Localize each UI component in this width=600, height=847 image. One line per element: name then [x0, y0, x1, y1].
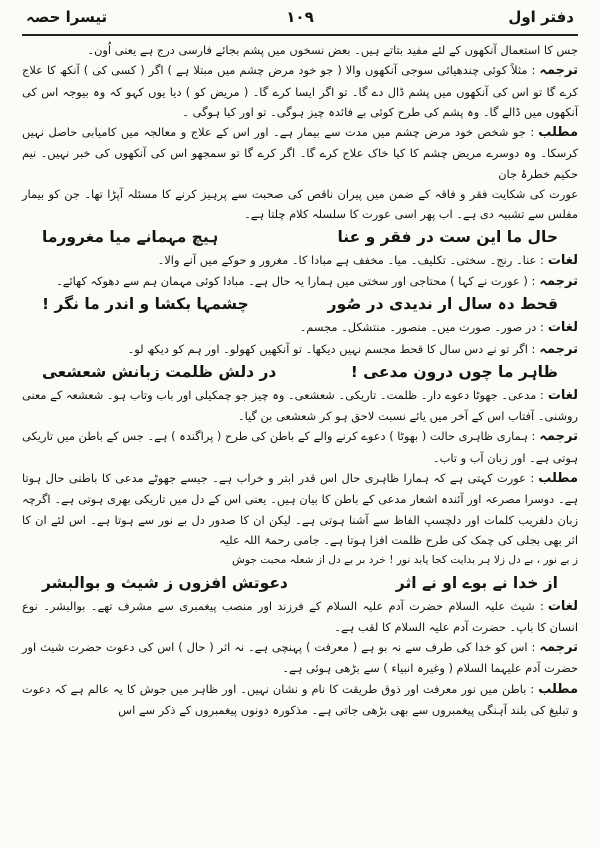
- section-label: ترجمہ: [539, 63, 578, 79]
- paragraph: [22, 637, 578, 679]
- section-label: لغات: [547, 320, 578, 336]
- section-label: ترجمہ: [539, 273, 578, 289]
- section-label: لغات: [547, 387, 578, 403]
- section-label: لغات: [547, 252, 578, 268]
- verse-second-hemistich: چشمہا بکشا و اندر ما نگر !: [42, 295, 249, 314]
- paragraph-text: : شیث علیہ السلام حضرت آدم علیہ السلام کے فرزند اور منصب پیغمبری سے مشرف تھے۔ بوالبشر۔ نوع انسان کا باپ۔ حضرت آدم علیہ السلام کا لقب ہے۔: [22, 598, 578, 634]
- verse-couplet: [22, 292, 578, 317]
- paragraph: [22, 550, 578, 570]
- header-rule: [22, 34, 578, 36]
- verse-second-hemistich: ہیچ مہمانے میا مغرورما: [42, 227, 219, 246]
- page-header: [22, 6, 578, 32]
- paragraph-text: : باطن میں نور معرفت اور ذوق طریقت کا نام و نشان نہیں۔ اور ظاہر میں جوش کا یہ عالم ہے کہ دعوت و تبلیغ کی بلند آہنگی پیغمبروں سے بھی بڑھی جاتی ہے۔ مذکورہ دونوں پیغمبروں کے ذکر سے اس: [22, 681, 578, 718]
- paragraph: [22, 122, 578, 184]
- paragraph: [22, 468, 578, 550]
- paragraph-text: : جو شخص خود مرض چشم میں مدت سے بیمار ہے۔ اور اس کے علاج و معالجہ میں کامیابی حاصل نہیں کرسکا۔ وہ دوسرے مریض چشم کا کیا خاک علاج کرے گا۔ اگر کرے گا تو سمجھو اس کی آنکھوں کی خبر نہیں۔ نیم حکیم خطرۂ جان: [22, 125, 578, 181]
- paragraph-text: : ہماری ظاہری حالت ( بھوٹا ) دعوے کرنے والے کے باطن کی طرح ( پراگندہ ) ہے۔ جس کے باطن میں تاریکی ہوتی ہے۔ اور زبان آب و تاب۔: [22, 429, 578, 465]
- paragraph-text: جس کا استعمال آنکھوں کے لئے مفید بتاتے ہیں۔ بعض نسخوں میں پشم بجائے فارسی درج ہے یعنی اُون۔: [87, 43, 578, 57]
- verse-second-hemistich: در دلش ظلمت زبانش شعشعی: [42, 362, 277, 381]
- paragraph-text: : مدعی۔ جھوٹا دعوے دار۔ ظلمت۔ تاریکی۔ شعشعی۔ وہ چیز جو چمکیلی اور باب وتاب ہو۔ شعشعہ کے معنی روشنی۔ آفتاب اس کے آخر میں یائے نسبت لاحق ہو کر شعشعی بن گیا۔: [22, 387, 578, 424]
- paragraph: [22, 679, 578, 721]
- paragraph-text: : عنا۔ رنج۔ سختی۔ تکلیف۔ میا۔ مخفف ہے مبادا کا۔ مغرور و حوکے میں آنے والا۔: [157, 252, 544, 267]
- paragraph: [22, 596, 578, 638]
- paragraph-text: ز بے نور ، بے دل زلا ہر بدایت کجا یابد نور ! خرد بر بے دل از شعلہ محبت جوش: [231, 554, 578, 567]
- paragraph-text: عورت کی شکایت فقر و فاقہ کے ضمن میں پیران ناقص کی صحبت سے پرہیز کرنے کا مسئلہ آپڑا تھا۔ جن کو بیمار مفلس سے تشبیہ دی ہے۔ اب پھر اسی عورت کا سلسلہ کلام چلتا ہے۔: [22, 187, 578, 222]
- paragraph-text: : اس کو خدا کی طرف سے نہ بو ہے ( معرفت ) پہنچی ہے۔ نہ اثر ( حال ) اس کی دعوت حضرت شیث اور حضرت آدم علیہما السلام ( وغیرہ انبیاء ) سے بڑھی ہوئی ہے۔: [22, 640, 578, 676]
- verse-first-hemistich: قحط دہ سال ار ندیدی در صُور: [327, 295, 558, 314]
- section-label: ترجمہ: [539, 429, 578, 445]
- paragraph-text: : عورت کہتی ہے کہ ہمارا ظاہری حال اس قدر ابتر و خراب ہے۔ جیسے جھوٹے مدعی کا باطنی حال ہوتا ہے۔ دوسرا مصرعہ اور آئندہ اشعار مدعی کے باطن کا بیان ہیں۔ یعنی اس کے دل میں تاریکی بھری ہوتی ہے۔ اگرچہ زبان دلفریب کلمات اور دلچسپ الفاظ سے آشنا ہوتی ہے۔ لیکن ان کا صدور دل بے نور سے ہوتا ہے۔ اس لئے ان کا اثر بھی بجلی کی چمک کی طرح ظلمت افزا ہوتا ہے۔ جامی رحمۃ اللہ علیہ: [22, 471, 578, 547]
- page-body: [22, 40, 578, 720]
- verse-second-hemistich: دعوتش افزوں ز شیث و بوالبشر: [42, 573, 288, 592]
- paragraph: [22, 184, 578, 225]
- section-label: لغات: [547, 598, 578, 614]
- section-label: ترجمہ: [539, 341, 578, 357]
- paragraph: [22, 60, 578, 122]
- verse-couplet: [22, 225, 578, 250]
- paragraph: [22, 426, 578, 468]
- volume-part-title: تیسرا حصہ: [26, 8, 108, 26]
- paragraph: [22, 339, 578, 360]
- section-label: مطلب: [538, 681, 578, 697]
- book-section-title: دفتر اول: [508, 8, 574, 26]
- verse-first-hemistich: از خدا نے بوے او نے اثر: [395, 573, 558, 592]
- paragraph: [22, 40, 578, 60]
- paragraph: [22, 317, 578, 338]
- paragraph: [22, 271, 578, 292]
- page-number: ۱۰۹: [286, 8, 314, 26]
- paragraph-text: : در صور۔ صورت میں۔ منصور۔ منتشکل۔ مجسم۔: [299, 320, 544, 335]
- paragraph: [22, 385, 578, 427]
- verse-couplet: [22, 360, 578, 385]
- paragraph-text: : مثلاً کوئی چندھیائی سوجی آنکھوں والا ( جو خود مرض چشم میں مبتلا ہے ) اگر ( کسی کی ) آنکھ کا علاج کرے گا تو اس کی آنکھوں میں پشم ڈال دے گا۔ تو اگر ایسا کرے گا۔ ( مریض کو ) دیا یوں کہو کہ وہ بیوجہ اس کی آنکھوں میں ڈالے گا۔ وہ پشم کی طرح کوئی بے فائدہ چیز ہوگی۔ تو اور کیا ہوگی ۔: [22, 63, 578, 119]
- paragraph: [22, 250, 578, 271]
- section-label: مطلب: [538, 471, 578, 487]
- verse-couplet: [22, 571, 578, 596]
- paragraph-text: : ( عورت نے کہا ) محتاجی اور سختی میں ہمارا یہ حال ہے۔ مبادا کوئی مہمان ہم سے دھوکہ کھائے۔: [56, 273, 536, 288]
- section-label: ترجمہ: [539, 640, 578, 656]
- verse-first-hemistich: حال ما این ست در فقر و عنا: [337, 227, 558, 246]
- paragraph-text: : اگر تو نے دس سال کا قحط مجسم نہیں دیکھا۔ تو آنکھیں کھولو۔ اور ہم کو دیکھ لو۔: [127, 341, 536, 356]
- section-label: مطلب: [538, 125, 578, 141]
- verse-first-hemistich: ظاہر ما چوں درون مدعی !: [350, 362, 558, 381]
